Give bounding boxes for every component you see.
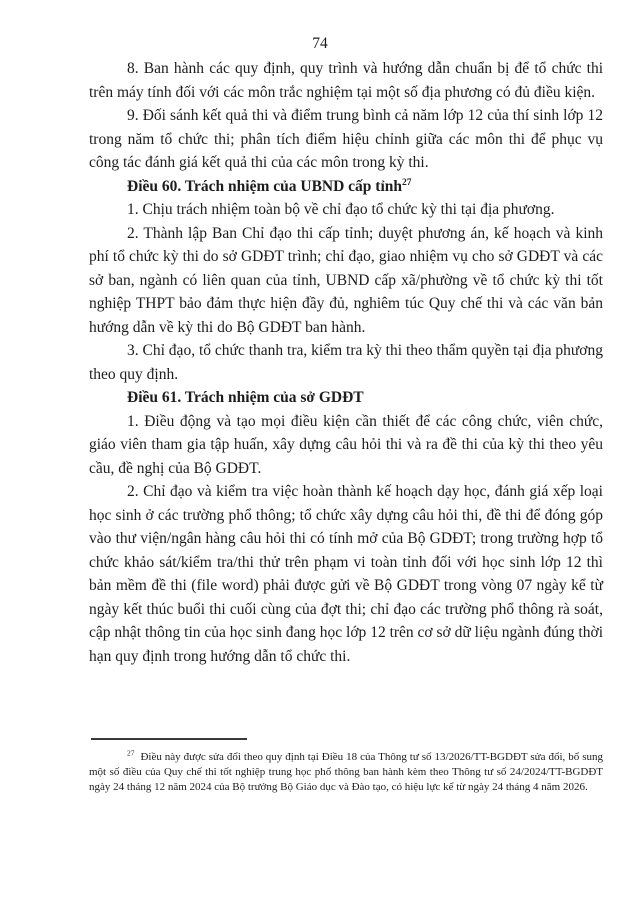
page-number: 74: [312, 35, 328, 52]
paragraph: 2. Thành lập Ban Chỉ đạo thi cấp tỉnh; duyệt phương án, kế hoạch và kinh phí tổ chức kỳ thi do sở GDĐT trình; chỉ đạo, giao nhiệm vụ cho sở GDĐT và các sở ban, ngành có liên quan của tỉnh, UBND cấp xã/phường về tổ chức kỳ thi tốt nghiệp THPT bảo đảm thực hiện đầy đủ, nghiêm túc Quy chế thi và các văn bản hướng dẫn về kỳ thi do Bộ GDĐT ban hành.: [89, 224, 603, 336]
section-heading: [89, 175, 603, 199]
section-heading-text: Điều 61. Trách nhiệm của sở GDĐT: [127, 389, 364, 406]
document-body: [89, 57, 603, 668]
footnote: [89, 738, 603, 795]
paragraph: 3. Chỉ đạo, tổ chức thanh tra, kiểm tra kỳ thi theo thẩm quyền tại địa phương theo quy định.: [89, 342, 603, 383]
footnote-reference: 27: [402, 177, 412, 188]
section-heading: [89, 386, 603, 410]
footnote-text: [89, 750, 603, 795]
footnote-separator: [91, 738, 247, 740]
footnote-marker: 27: [127, 748, 135, 758]
paragraph: 9. Đối sánh kết quả thi và điểm trung bình cả năm lớp 12 của thí sinh lớp 12 trong năm tổ chức thi; phân tích điểm hiệu chỉnh giữa các môn thi để phục vụ công tác đánh giá kết quả thi của các môn trong kỳ thi.: [89, 107, 603, 171]
paragraph: 1. Điều động và tạo mọi điều kiện cần thiết để các công chức, viên chức, giáo viên tham gia tập huấn, xây dựng câu hỏi thi và ra đề thi của kỳ thi theo yêu cầu, đề nghị của Bộ GDĐT.: [89, 412, 603, 477]
paragraph: 8. Ban hành các quy định, quy trình và hướng dẫn chuẩn bị để tổ chức thi trên máy tính đối với các môn trắc nghiệm tại một số địa phương có đủ điều kiện.: [89, 60, 603, 101]
section-heading-text: Điều 60. Trách nhiệm của UBND cấp tỉnh: [127, 177, 403, 195]
paragraph: 2. Chỉ đạo và kiểm tra việc hoàn thành kế hoạch dạy học, đánh giá xếp loại học sinh ở các trường phổ thông; tổ chức xây dựng câu hỏi thi, đề thi để đóng góp vào thư viện/ngân hàng câu hỏi thi có tính mở của Bộ GDĐT; trong trường hợp tổ chức khảo sát/kiểm tra/thi thử trên phạm vi toàn tỉnh đối với học sinh lớp 12 thì bản mềm đề thi (file word) phải được gửi về Bộ GDĐT trong vòng 07 ngày kể từ ngày kết thúc buổi thi cuối cùng của đợt thi; chỉ đạo các trường phổ thông rà soát, cập nhật thông tin của học sinh đang học lớp 12 trên cơ sở dữ liệu ngành đúng thời hạn quy định trong hướng dẫn tổ chức thi.: [89, 483, 603, 665]
footnote-body: Điều này được sửa đổi theo quy định tại Điều 18 của Thông tư số 13/2026/TT-BGDĐT sửa đổi, bổ sung một số điều của Quy chế thi tốt nghiệp trung học phổ thông ban hành kèm theo Thông tư số 24/2024/TT-BGDĐT ngày 24 tháng 12 năm 2024 của Bộ trưởng Bộ Giáo dục và Đào tạo, có hiệu lực kể từ ngày 24 tháng 4 năm 2026.: [89, 751, 603, 793]
paragraph: 1. Chịu trách nhiệm toàn bộ về chỉ đạo tổ chức kỳ thi tại địa phương.: [127, 201, 555, 218]
